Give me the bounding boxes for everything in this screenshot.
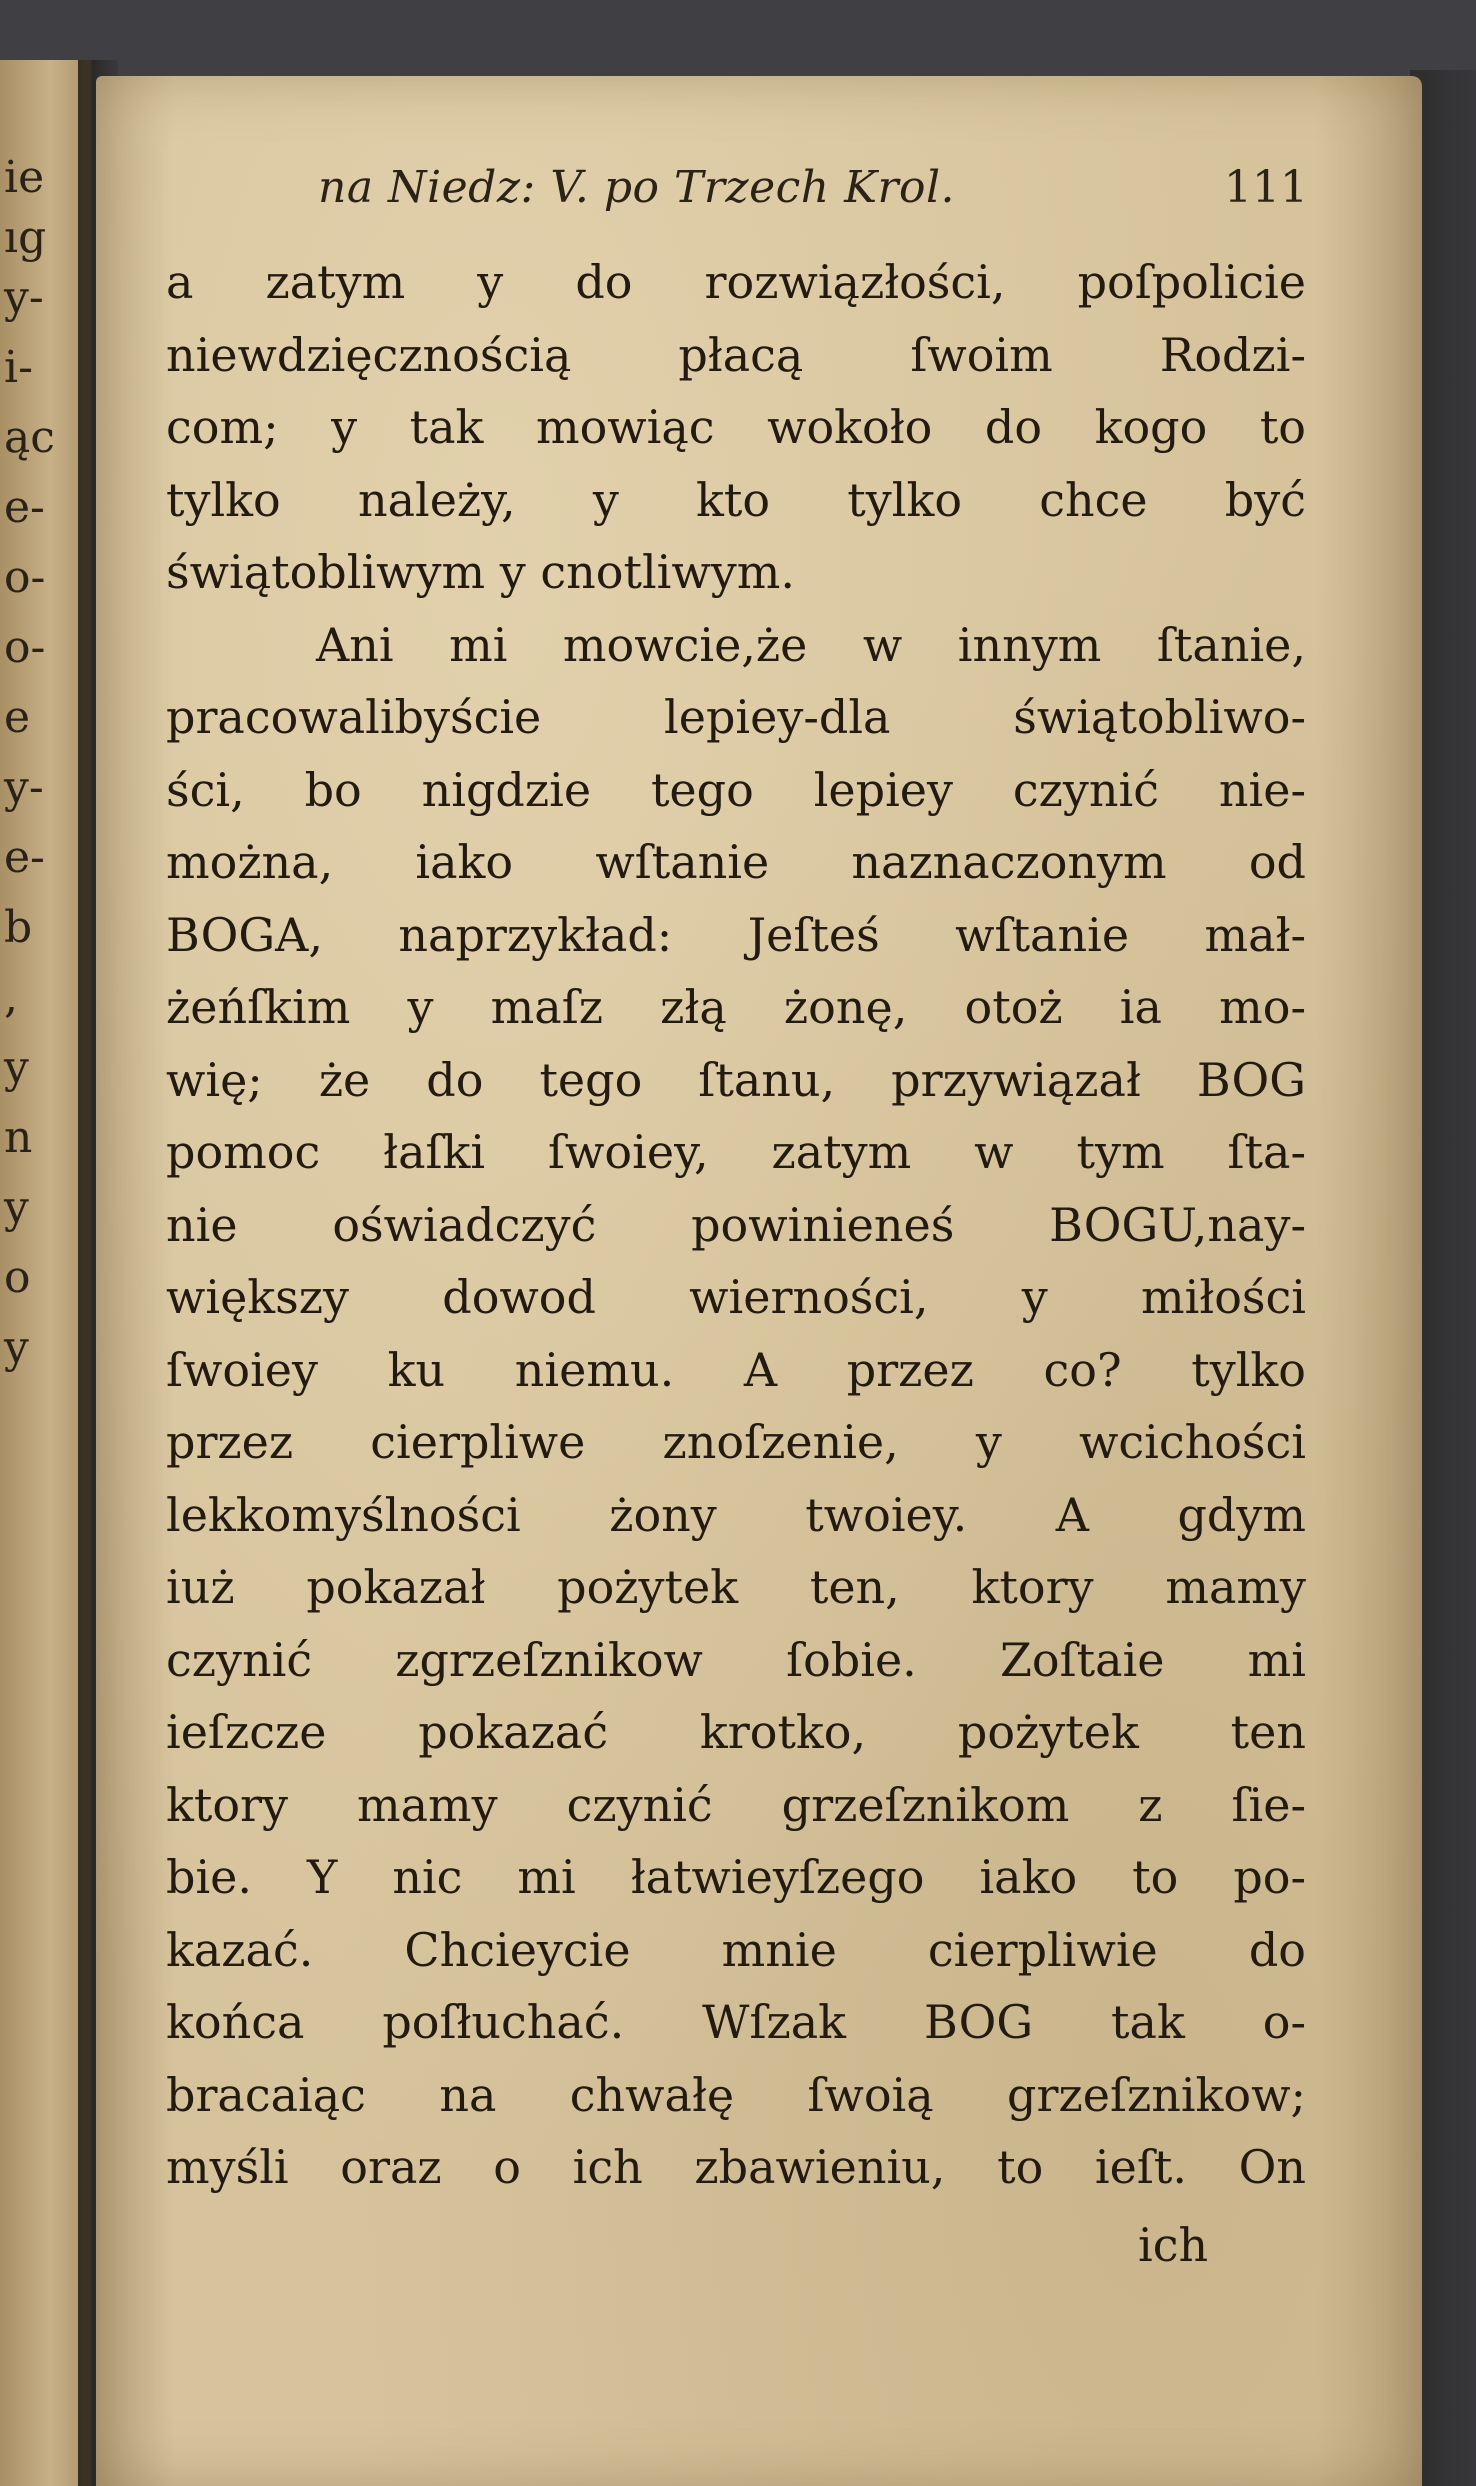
text-line: com; y tak mowiąc wokoło do kogo to <box>166 400 1306 454</box>
prev-page-fragment: i- <box>4 342 33 393</box>
prev-page-fragment: y <box>4 1182 29 1233</box>
prev-page-fragment: y- <box>4 272 44 323</box>
text-line: ktory mamy czynić grzeſznikom z ſie- <box>166 1777 1306 1832</box>
catchword: ich <box>1138 2218 1209 2272</box>
text-line: wię; że do tego ſtanu, przywiązał BOG <box>166 1052 1306 1107</box>
text-line: Ani mi mowcie,że w innym ſtanie, <box>316 617 1306 672</box>
text-line: ſwoiey ku niemu. A przez co? tylko <box>166 1342 1306 1397</box>
prev-page-fragment: y <box>4 1042 29 1093</box>
prev-page-fragment: e- <box>4 832 45 883</box>
text-line: przez cierpliwe znoſzenie, y wcichości <box>166 1415 1306 1469</box>
prev-page-fragment: , <box>4 972 18 1023</box>
text-line: można, iako wſtanie naznaczonym od <box>166 835 1306 889</box>
running-title: na Niedz: V. po Trzech Krol. <box>318 162 956 213</box>
text-line: końca poſłuchać. Wſzak BOG tak o- <box>166 1995 1306 2049</box>
text-line: świątobliwym y cnotliwym. <box>166 545 795 599</box>
prev-page-fragment: o- <box>4 552 46 603</box>
text-line: czynić zgrzeſznikow ſobie. Zoſtaie mi <box>166 1632 1306 1687</box>
text-line: niewdzięcznością płacą ſwoim Rodzi- <box>166 327 1306 382</box>
page-number: 111 <box>1224 162 1308 213</box>
text-line: większy dowod wierności, y miłości <box>166 1270 1306 1324</box>
prev-page-fragment: ie <box>4 152 45 203</box>
text-line: nie oświadczyć powinieneś BOGU,nay- <box>166 1197 1306 1252</box>
text-line: a zatym y do rozwiązłości, poſpolicie <box>166 255 1306 309</box>
prev-page-fragment: y- <box>4 762 44 813</box>
text-line: tylko należy, y kto tylko chce być <box>166 472 1306 527</box>
page-header <box>318 162 1308 222</box>
text-line: BOGA, naprzykład: Jeſteś wſtanie mał- <box>166 907 1306 962</box>
text-line: bie. Y nic mi łatwieyſzego iako to po- <box>166 1850 1306 1904</box>
prev-page-fragment: b <box>4 902 33 953</box>
prev-page-fragment: o- <box>4 622 46 673</box>
prev-page-fragment: y <box>4 1322 29 1373</box>
prev-page-fragment: e <box>4 692 31 743</box>
text-line: ści, bo nigdzie tego lepiey czynić nie- <box>166 762 1306 817</box>
text-line: kazać. Chcieycie mnie cierpliwie do <box>166 1922 1306 1977</box>
text-line: żeńſkim y maſz złą żonę, otoż ia mo- <box>166 980 1306 1034</box>
prev-page-fragment: ıg <box>4 212 47 263</box>
prev-page-fragment: e- <box>4 482 45 533</box>
text-line: lekkomyślności żony twoiey. A gdym <box>166 1487 1306 1542</box>
prev-page-fragment: n <box>4 1112 33 1163</box>
text-line: ieſzcze pokazać krotko, pożytek ten <box>166 1705 1306 1759</box>
text-line: bracaiąc na chwałę ſwoią grzeſznikow; <box>166 2067 1306 2122</box>
prev-page-fragment: ąc <box>4 412 55 463</box>
text-line: pomoc łaſki ſwoiey, zatym w tym ſta- <box>166 1125 1306 1179</box>
prev-page-fragment: o <box>4 1252 31 1303</box>
scanner-background <box>0 0 1476 80</box>
text-line: iuż pokazał pożytek ten, ktory mamy <box>166 1560 1306 1614</box>
text-line: myśli oraz o ich zbawieniu, to ieſt. On <box>166 2140 1306 2194</box>
body-text <box>166 246 1306 2204</box>
text-line: pracowalibyście lepiey-dla świątobliwo- <box>166 690 1306 744</box>
